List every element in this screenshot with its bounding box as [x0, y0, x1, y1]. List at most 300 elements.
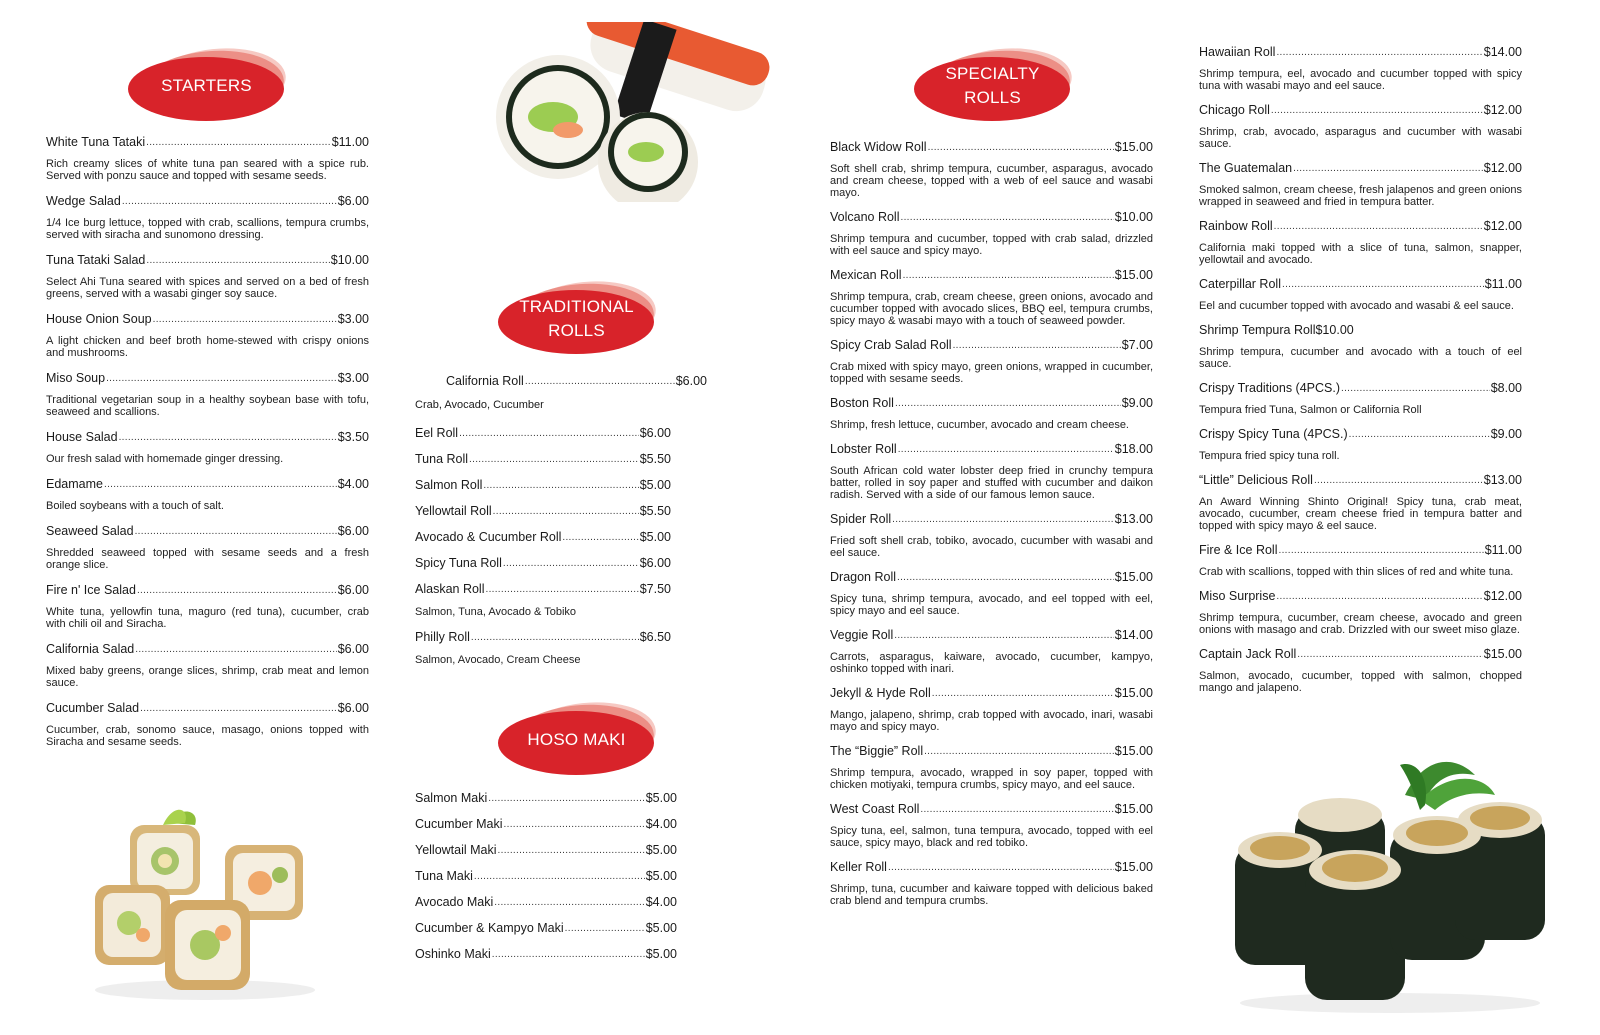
- item-price: $15.00: [1483, 647, 1522, 661]
- item-name: The “Biggie” Roll: [830, 744, 924, 758]
- menu-item-line: [46, 134, 369, 150]
- menu-item: [830, 267, 1153, 327]
- menu-item: [830, 209, 1153, 257]
- menu-item-line: [830, 743, 1153, 759]
- menu-item: [830, 441, 1153, 501]
- item-name: Fire & Ice Roll: [1199, 543, 1278, 557]
- hoso-maki-heading: HOSO MAKI: [527, 730, 626, 749]
- item-description: Soft shell crab, shrimp tempura, cucumber, asparagus, avocado and cream cheese, topped with a web of eel sauce and wasabi mayo.: [830, 163, 1153, 199]
- menu-item-line: [1199, 472, 1522, 488]
- menu-item-line: [1199, 380, 1522, 396]
- item-description: Traditional vegetarian soup in a healthy soybean base with tofu, seaweed and scallions.: [46, 394, 369, 418]
- dot-leader: [1282, 278, 1484, 292]
- menu-item: [830, 139, 1153, 199]
- item-description: Crab, Avocado, Cucumber: [415, 399, 544, 411]
- dot-leader: [1271, 104, 1483, 118]
- menu-item: [1199, 102, 1522, 150]
- item-price: $12.00: [1483, 161, 1522, 175]
- menu-item-line: [46, 641, 369, 657]
- menu-item: [830, 685, 1153, 733]
- item-price: $3.50: [337, 430, 369, 444]
- item-name: Avocado & Cucumber Roll: [415, 530, 562, 544]
- menu-item: [46, 252, 369, 300]
- item-description: Tempura fried Tuna, Salmon or California Roll: [1199, 404, 1422, 416]
- item-name: Alaskan Roll: [415, 582, 485, 596]
- menu-item: [1199, 160, 1522, 208]
- item-price: $11.00: [331, 135, 369, 149]
- dot-leader: [525, 375, 675, 389]
- menu-item: [46, 429, 369, 465]
- dot-leader: [493, 505, 639, 519]
- item-name: Rainbow Roll: [1199, 219, 1273, 233]
- item-name: Eel Roll: [415, 426, 459, 440]
- item-price: $13.00: [1114, 512, 1153, 526]
- item-name: Crispy Traditions (4PCS.): [1199, 381, 1341, 395]
- dot-leader: [503, 557, 639, 571]
- starters-list: [46, 134, 369, 759]
- dot-leader: [146, 254, 329, 268]
- item-name: House Salad: [46, 430, 118, 444]
- menu-item-line: [46, 252, 369, 268]
- dot-leader: [1297, 648, 1483, 662]
- menu-item-line: [415, 842, 677, 858]
- item-name: Keller Roll: [830, 860, 887, 874]
- item-price: $4.00: [645, 817, 677, 831]
- item-name: Captain Jack Roll: [1199, 647, 1297, 661]
- dot-leader: [119, 431, 337, 445]
- dot-leader: [485, 583, 638, 597]
- dot-leader: [106, 372, 337, 386]
- item-name: Tuna Roll: [415, 452, 469, 466]
- item-price: $11.00: [1484, 543, 1522, 557]
- item-price: $14.00: [1114, 628, 1153, 642]
- item-name: The Guatemalan: [1199, 161, 1293, 175]
- menu-item: [1199, 44, 1522, 92]
- item-description: Shrimp tempura and cucumber, topped with crab salad, drizzled with eel sauce and spicy mayo.: [830, 233, 1153, 257]
- dot-leader: [1274, 220, 1483, 234]
- menu-item-line: [830, 685, 1153, 701]
- dot-leader: [137, 584, 337, 598]
- menu-item-line: [446, 373, 707, 389]
- item-price: $10.00: [1114, 210, 1153, 224]
- item-price: $5.00: [639, 478, 671, 492]
- menu-item-line: [415, 477, 671, 493]
- item-description: Salmon, avocado, cucumber, topped with salmon, chopped mango and jalapeno.: [1199, 670, 1522, 694]
- item-description: Shrimp, fresh lettuce, cucumber, avocado and cream cheese.: [830, 419, 1129, 431]
- menu-item-line: [415, 894, 677, 910]
- dot-leader: [153, 313, 337, 327]
- traditional-first-desc: [415, 399, 544, 411]
- item-price: $13.00: [1483, 473, 1522, 487]
- item-description: Our fresh salad with homemade ginger dressing.: [46, 453, 284, 465]
- item-name: Mexican Roll: [830, 268, 902, 282]
- menu-item-line: [1199, 44, 1522, 60]
- menu-item: [1199, 588, 1522, 636]
- item-price: $6.50: [639, 630, 671, 644]
- menu-item-line: [1199, 588, 1522, 604]
- menu-item-line: [830, 441, 1153, 457]
- dot-leader: [483, 479, 638, 493]
- item-price: $3.00: [337, 371, 369, 385]
- item-price: $7.00: [1121, 338, 1153, 352]
- item-description: Eel and cucumber topped with avocado and wasabi & eel sauce.: [1199, 300, 1514, 312]
- item-description: Salmon, Avocado, Cream Cheese: [415, 654, 581, 666]
- dot-leader: [494, 896, 644, 910]
- menu-item: [1199, 322, 1522, 370]
- menu-item-line: [415, 868, 677, 884]
- item-name: “Little” Delicious Roll: [1199, 473, 1313, 487]
- menu-item: [415, 894, 677, 910]
- item-price: $5.50: [639, 452, 671, 466]
- menu-item-line: [46, 429, 369, 445]
- item-name: Volcano Roll: [830, 210, 900, 224]
- item-price: $6.00: [337, 701, 369, 715]
- item-description: Mixed baby greens, orange slices, shrimp, crab meat and lemon sauce.: [46, 665, 369, 689]
- item-name: House Onion Soup: [46, 312, 152, 326]
- dot-leader: [897, 571, 1114, 585]
- item-name: Fire n' Ice Salad: [46, 583, 136, 597]
- item-name: Philly Roll: [415, 630, 470, 644]
- menu-item-line: [46, 582, 369, 598]
- item-name: Edamame: [46, 477, 103, 491]
- item-description: Salmon, Tuna, Avocado & Tobiko: [415, 606, 577, 618]
- item-description: Crab with scallions, topped with thin slices of red and white tuna.: [1199, 566, 1514, 578]
- item-description: Carrots, asparagus, kaiware, avocado, cucumber, kampyo, oshinko topped with inari.: [830, 651, 1153, 675]
- item-price: $9.00: [1121, 396, 1153, 410]
- item-price: $5.00: [645, 869, 677, 883]
- dot-leader: [504, 818, 645, 832]
- dot-leader: [1279, 544, 1484, 558]
- dot-leader: [901, 211, 1114, 225]
- menu-item-line: [1199, 218, 1522, 234]
- item-price: $5.00: [645, 843, 677, 857]
- dot-leader: [903, 269, 1114, 283]
- menu-item: [46, 311, 369, 359]
- item-description: A light chicken and beef broth home-stewed with crispy onions and mushrooms.: [46, 335, 369, 359]
- item-name: Salmon Roll: [415, 478, 483, 492]
- item-price: $10.00: [1315, 323, 1354, 337]
- item-description: Tempura fried spicy tuna roll.: [1199, 450, 1340, 462]
- menu-item-line: [1199, 276, 1522, 292]
- traditional-rolls-heading-badge: [494, 280, 659, 358]
- nori-maki-photo: [1225, 755, 1555, 1015]
- dot-leader: [492, 948, 645, 962]
- item-name: Crispy Spicy Tuna (4PCS.): [1199, 427, 1348, 441]
- dot-leader: [104, 478, 337, 492]
- menu-item: [46, 700, 369, 748]
- item-description: Shrimp tempura, avocado, wrapped in soy paper, topped with chicken motiyaki, tempura crumbs, spicy mayo, and eel sauce.: [830, 767, 1153, 791]
- menu-item-line: [1199, 646, 1522, 662]
- dot-leader: [471, 631, 639, 645]
- item-name: Salmon Maki: [415, 791, 488, 805]
- item-description: Mango, jalapeno, shrimp, crab topped with avocado, inari, wasabi mayo and spicy mayo.: [830, 709, 1153, 733]
- item-name: Jekyll & Hyde Roll: [830, 686, 931, 700]
- item-description: California maki topped with a slice of tuna, salmon, snapper, yellowtail and avocado.: [1199, 242, 1522, 266]
- item-name: Hawaiian Roll: [1199, 45, 1276, 59]
- item-price: $15.00: [1114, 802, 1153, 816]
- menu-item: [415, 816, 677, 832]
- item-name: Spicy Tuna Roll: [415, 556, 502, 570]
- item-name: Tuna Tataki Salad: [46, 253, 146, 267]
- item-description: Shredded seaweed topped with sesame seeds and a fresh orange slice.: [46, 547, 369, 571]
- menu-item: [830, 569, 1153, 617]
- item-price: $7.50: [639, 582, 671, 596]
- menu-item: [415, 842, 677, 858]
- menu-item: [415, 529, 671, 545]
- item-description: Shrimp tempura, cucumber, cream cheese, avocado and green onions with masago and crab. Drizzled with our sweet miso glaze.: [1199, 612, 1522, 636]
- hoso-maki-heading-badge: [494, 701, 659, 779]
- menu-item-line: [415, 946, 677, 962]
- item-description: White tuna, yellowfin tuna, maguro (red tuna), cucumber, crab with chili oil and Siracha.: [46, 606, 369, 630]
- item-price: $4.00: [645, 895, 677, 909]
- item-name: Wedge Salad: [46, 194, 121, 208]
- item-description: Shrimp, tuna, cucumber and kaiware topped with delicious baked crab blend and tempura crumbs.: [830, 883, 1153, 907]
- menu-item-line: [1199, 542, 1522, 558]
- item-price: $12.00: [1483, 589, 1522, 603]
- menu-item: [830, 801, 1153, 849]
- item-name: Shrimp Tempura Roll: [1199, 323, 1316, 337]
- item-description: Shrimp, crab, avocado, asparagus and cucumber with wasabi sauce.: [1199, 126, 1522, 150]
- item-price: $5.50: [639, 504, 671, 518]
- item-name: Yellowtail Roll: [415, 504, 492, 518]
- menu-item: [1199, 276, 1522, 312]
- menu-item: [46, 641, 369, 689]
- item-description: Shrimp tempura, crab, cream cheese, green onions, avocado and cucumber topped with avocado slices, BBQ eel, tempura crumbs, spicy mayo & wasabi mayo with a touch of seaweed powder.: [830, 291, 1153, 327]
- menu-item: [46, 193, 369, 241]
- dot-leader: [1276, 590, 1482, 604]
- dot-leader: [920, 803, 1113, 817]
- menu-item: [415, 503, 671, 519]
- item-name: Cucumber & Kampyo Maki: [415, 921, 564, 935]
- menu-item-line: [415, 816, 677, 832]
- menu-item: [415, 790, 677, 806]
- traditional-rolls-heading: TRADITIONAL ROLLS: [519, 297, 634, 340]
- item-description: Fried soft shell crab, tobiko, avocado, cucumber with wasabi and eel sauce.: [830, 535, 1153, 559]
- item-description: Smoked salmon, cream cheese, fresh jalapenos and green onions wrapped in seaweed and fried in tempura batter.: [1199, 184, 1522, 208]
- menu-item-line: [830, 395, 1153, 411]
- dot-leader: [459, 427, 639, 441]
- item-price: $5.00: [645, 921, 677, 935]
- menu-item: [415, 425, 671, 441]
- menu-item-line: [1199, 160, 1522, 176]
- item-description: Spicy tuna, shrimp tempura, avocado, and eel topped with eel, spicy mayo and eel sauce.: [830, 593, 1153, 617]
- menu-item-line: [1199, 426, 1522, 442]
- item-name: California Salad: [46, 642, 135, 656]
- item-name: West Coast Roll: [830, 802, 920, 816]
- menu-item: [1199, 646, 1522, 694]
- menu-item: [46, 582, 369, 630]
- menu-item-line: [415, 425, 671, 441]
- item-price: $6.00: [337, 194, 369, 208]
- menu-item-line: [415, 920, 677, 936]
- item-name: Veggie Roll: [830, 628, 894, 642]
- item-name: Caterpillar Roll: [1199, 277, 1281, 291]
- dot-leader: [953, 339, 1121, 353]
- menu-item-line: [830, 209, 1153, 225]
- item-price: $6.00: [337, 642, 369, 656]
- item-price: $6.00: [639, 426, 671, 440]
- item-name: Tuna Maki: [415, 869, 473, 883]
- menu-item: [415, 555, 671, 571]
- crab-sushi-photo: [488, 22, 778, 202]
- dot-leader: [1349, 428, 1490, 442]
- dot-leader: [140, 702, 337, 716]
- item-name: Cucumber Maki: [415, 817, 503, 831]
- menu-item: [415, 868, 677, 884]
- dot-leader: [1276, 46, 1482, 60]
- item-name: Boston Roll: [830, 396, 894, 410]
- item-name: Spicy Crab Salad Roll: [830, 338, 952, 352]
- item-price: $14.00: [1483, 45, 1522, 59]
- menu-item: [830, 743, 1153, 791]
- menu-item: [46, 476, 369, 512]
- menu-item-line: [830, 337, 1153, 353]
- menu-item-line: [415, 581, 671, 597]
- dot-leader: [1314, 474, 1483, 488]
- dot-leader: [898, 443, 1114, 457]
- starters-heading-badge: [124, 47, 289, 125]
- dot-leader: [928, 141, 1114, 155]
- specialty-list-2: [1199, 44, 1522, 704]
- item-price: $10.00: [330, 253, 369, 267]
- item-price: $12.00: [1483, 103, 1522, 117]
- menu-item: [830, 337, 1153, 385]
- menu-item-line: [830, 569, 1153, 585]
- menu-item: [46, 523, 369, 571]
- dot-leader: [895, 397, 1121, 411]
- item-description: Spicy tuna, eel, salmon, tuna tempura, avocado, topped with eel sauce, spicy mayo, black and red tobiko.: [830, 825, 1153, 849]
- item-price: $15.00: [1114, 140, 1153, 154]
- item-description: Boiled soybeans with a touch of salt.: [46, 500, 224, 512]
- item-description: Select Ahi Tuna seared with spices and served on a bed of fresh greens, served with a wasabi ginger soy sauce.: [46, 276, 369, 300]
- menu-item-line: [46, 700, 369, 716]
- dot-leader: [932, 687, 1114, 701]
- starters-heading: STARTERS: [161, 76, 252, 95]
- item-price: $15.00: [1114, 744, 1153, 758]
- dot-leader: [135, 525, 337, 539]
- menu-item-line: [415, 629, 671, 645]
- menu-item-line: [1199, 322, 1522, 338]
- menu-item: [415, 451, 671, 467]
- menu-item: [1199, 472, 1522, 532]
- item-description: Shrimp tempura, cucumber and avocado with a touch of eel sauce.: [1199, 346, 1522, 370]
- item-price: $12.00: [1483, 219, 1522, 233]
- item-price: $15.00: [1114, 570, 1153, 584]
- traditional-list: [415, 425, 671, 677]
- item-name: Black Widow Roll: [830, 140, 927, 154]
- item-name: Spider Roll: [830, 512, 892, 526]
- item-description: Cucumber, crab, sonomo sauce, masago, onions topped with Siracha and sesame seeds.: [46, 724, 369, 748]
- item-price: $3.00: [337, 312, 369, 326]
- menu-item-line: [415, 451, 671, 467]
- specialty-rolls-heading: SPECIALTY ROLLS: [945, 64, 1040, 107]
- item-price: $5.00: [645, 947, 677, 961]
- item-price: $15.00: [1114, 686, 1153, 700]
- item-name: Chicago Roll: [1199, 103, 1270, 117]
- menu-item-line: [415, 790, 677, 806]
- dot-leader: [498, 844, 645, 858]
- dot-leader: [1341, 382, 1490, 396]
- menu-item: [415, 629, 671, 667]
- menu-item: [415, 581, 671, 619]
- menu-item-line: [46, 370, 369, 386]
- dot-leader: [122, 195, 337, 209]
- menu-item: [46, 370, 369, 418]
- dot-leader: [488, 792, 644, 806]
- dot-leader: [146, 136, 331, 150]
- dot-leader: [474, 870, 645, 884]
- menu-item-line: [415, 555, 671, 571]
- dot-leader: [892, 513, 1114, 527]
- menu-item-line: [830, 139, 1153, 155]
- item-description: Rich creamy slices of white tuna pan seared with a spice rub. Served with ponzu sauce and topped with sesame seeds.: [46, 158, 369, 182]
- menu-item-line: [46, 311, 369, 327]
- dot-leader: [469, 453, 639, 467]
- item-name: California Roll: [446, 374, 524, 388]
- menu-item: [830, 395, 1153, 431]
- item-description: South African cold water lobster deep fried in crunchy tempura batter, rolled in soy paper and stuffed with cucumber and daikon radish. Served with a side of our famous lemon sauce.: [830, 465, 1153, 501]
- menu-item: [415, 920, 677, 936]
- item-price: $6.00: [675, 374, 707, 388]
- item-price: $9.00: [1490, 427, 1522, 441]
- menu-item-line: [46, 476, 369, 492]
- item-price: $5.00: [639, 530, 671, 544]
- menu-item: [1199, 426, 1522, 462]
- sesame-rolls-photo: [85, 805, 325, 1005]
- item-name: Miso Soup: [46, 371, 106, 385]
- item-description: Shrimp tempura, eel, avocado and cucumber topped with spicy tuna with wasabi mayo and eel sauce.: [1199, 68, 1522, 92]
- item-price: $6.00: [337, 583, 369, 597]
- menu-item-line: [830, 801, 1153, 817]
- menu-item-line: [830, 511, 1153, 527]
- menu-item-line: [46, 523, 369, 539]
- menu-item: [830, 511, 1153, 559]
- menu-item-line: [1199, 102, 1522, 118]
- item-price: $18.00: [1114, 442, 1153, 456]
- menu-item: [1199, 218, 1522, 266]
- specialty-list-1: [830, 139, 1153, 917]
- specialty-rolls-heading-badge: [910, 47, 1075, 125]
- item-description: Crab mixed with spicy mayo, green onions, wrapped in cucumber, topped with sesame seeds.: [830, 361, 1153, 385]
- menu-item-line: [415, 529, 671, 545]
- menu-item-line: [830, 627, 1153, 643]
- dot-leader: [1293, 162, 1483, 176]
- item-name: Avocado Maki: [415, 895, 494, 909]
- menu-item: [1199, 542, 1522, 578]
- dot-leader: [562, 531, 638, 545]
- menu-item-line: [830, 859, 1153, 875]
- item-price: $4.00: [337, 477, 369, 491]
- menu-item-line: [415, 503, 671, 519]
- menu-item: [830, 859, 1153, 907]
- menu-item: [830, 627, 1153, 675]
- item-price: $11.00: [1484, 277, 1522, 291]
- item-price: $6.00: [337, 524, 369, 538]
- traditional-first-item: [446, 373, 707, 389]
- item-description: 1/4 Ice burg lettuce, topped with crab, scallions, tempura crumbs, served with siracha and sunomono dressing.: [46, 217, 369, 241]
- dot-leader: [924, 745, 1114, 759]
- dot-leader: [135, 643, 336, 657]
- menu-item: [415, 477, 671, 493]
- item-price: $15.00: [1114, 268, 1153, 282]
- item-name: Cucumber Salad: [46, 701, 140, 715]
- item-name: Seaweed Salad: [46, 524, 134, 538]
- item-description: An Award Winning Shinto Original! Spicy tuna, crab meat, avocado, cucumber, cream cheese fried in tempura batter and topped with spicy mayo & eel sauce.: [1199, 496, 1522, 532]
- menu-item: [415, 946, 677, 962]
- item-name: Oshinko Maki: [415, 947, 491, 961]
- item-price: $6.00: [639, 556, 671, 570]
- item-name: Lobster Roll: [830, 442, 897, 456]
